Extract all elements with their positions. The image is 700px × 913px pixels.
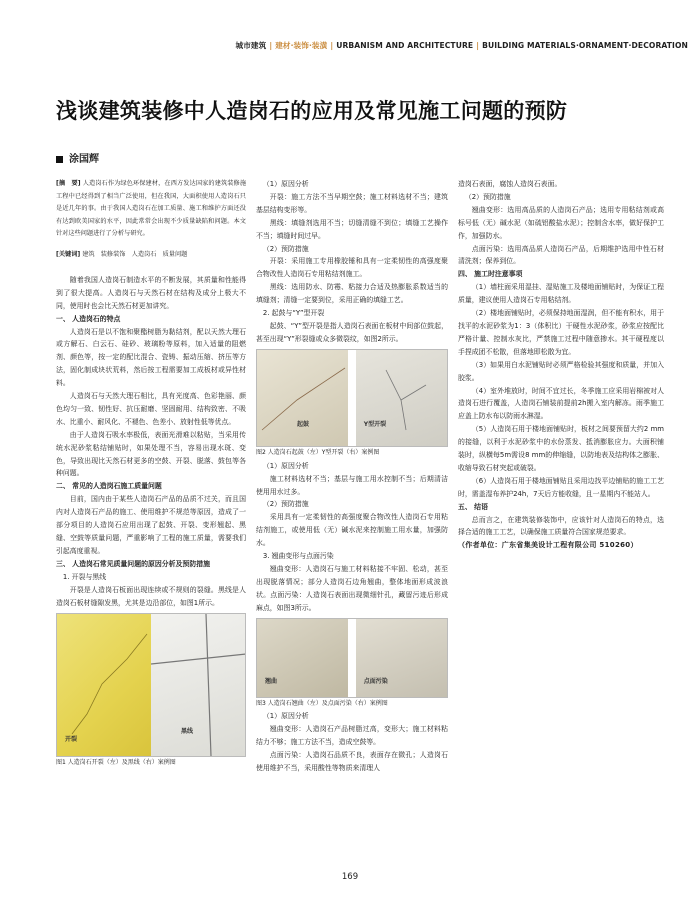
figure-3-left-photo — [257, 619, 348, 697]
figure-2-image — [256, 349, 448, 447]
figure-1-right-photo — [151, 614, 245, 756]
subsection-heading: （1）原因分析 — [262, 712, 309, 721]
dark-seam-icon — [151, 614, 246, 756]
section-heading: 四、 施工时注意事项 — [458, 270, 523, 279]
author-line — [56, 150, 99, 165]
figure-tag: 黑线 — [181, 727, 194, 735]
figure-tag: 起鼓 — [297, 420, 310, 428]
header-en-a: URBANISM AND ARCHITECTURE — [336, 41, 474, 50]
keywords-label: [关键词] — [56, 250, 81, 258]
section-heading: 三、 人造岗石常见质量问题的原因分析及预防措施 — [56, 559, 210, 568]
figure-tag: 翘曲 — [265, 677, 278, 685]
column-1 — [56, 178, 246, 770]
author-affiliation: （作者单位：广东省集美设计工程有限公司 510260） — [458, 541, 638, 550]
abstract-label: [摘 要] — [56, 180, 81, 187]
figure-1-left-photo — [57, 614, 151, 756]
paragraph: （1）墙柱面采用湿挂、湿贴施工及楼地面铺贴时，为保证工程质量，建议使用人造岗石专用粘结剂。 — [458, 283, 664, 305]
subsection-heading: （2）预防措施 — [262, 244, 309, 253]
subsection-heading: （1）原因分析 — [262, 461, 309, 470]
header-en-b: BUILDING MATERIALS·ORNAMENT·DECORATION — [482, 41, 688, 50]
paragraph: （5）人造岗石用于楼地面铺贴时，板材之间要预留大约2 mm的接缝，以利于水泥砂浆中的水份蒸发、抵消膨胀应力。大面积铺装时，纵横每5m需设8 mm的伸缩缝，以防地表及结构体之膨胀、收缩导致石材突起或破裂。 — [458, 425, 664, 472]
figure-tag: 点面污染 — [363, 677, 388, 685]
running-header: 城市建筑 | 建材·装饰·装潢 | URBANISM AND ARCHITECTURE | BUILDING MATERIALS·ORNAMENT·DECORATION — [235, 41, 688, 50]
page-number: 169 — [341, 872, 359, 882]
paragraph: 开裂：采用施工专用橡胶锤和具有一定柔韧性的高强度聚合物改性人造岗石专用粘结剂施工。 — [256, 257, 448, 279]
figure-3-image — [256, 618, 448, 698]
paragraph: 造岗石表面，腐蚀人造岗石表面。 — [458, 180, 562, 188]
figure-1-image — [56, 613, 246, 757]
paragraph: 黑线：填缝剂选用不当；切缝清缝不到位；填缝工艺操作不当；填缝时间过早。 — [256, 218, 448, 240]
paragraph: （2）楼地面铺贴时，必须保持地面湿润，但不能有积水，用于找平的水泥砂浆为1：3（体积比）干硬性水泥砂浆，砂浆应按配比严格计量、控制水灰比，严禁施工过程中随意掺水。其干硬程度以手捏成团不松散，但落地即松散为宜。 — [458, 309, 664, 356]
figure-caption: 图1 人造岗石开裂（左）及黑线（右）案例图 — [56, 759, 176, 767]
paragraph: 总而言之，在建筑装修装饰中，应该针对人造岗石的特点，选择合适的施工工艺，以确保施工质量符合国家规范要求。 — [458, 515, 664, 537]
keywords-text: 建筑 装修装饰 人造岗石 质量问题 — [82, 250, 188, 258]
figure-3-right-photo — [356, 619, 447, 697]
paragraph: 由于人造岗石吸水率极低，表面光滑难以粘贴，当采用传统水泥砂浆粘结铺贴时，如果处理不当，容易出现水斑、变色，导致出现比天然石材更多的空鼓、开裂、脱落、鼓包等各种问题。 — [56, 430, 246, 478]
section-heading: 二、 常见的人造岗石施工质量问题 — [56, 482, 162, 491]
paragraph: 点面污染：人造岗石品质不良，表面存在微孔；人造岗石使用维护不当，采用酸性等物质来清理人 — [256, 751, 448, 773]
paragraph: 开裂：施工方法不当早期空鼓；施工材料选材不当；建筑基层结构变形等。 — [256, 192, 448, 214]
section-heading: 一、 人造岗石的特点 — [56, 314, 121, 323]
abstract-text: 人造岗石作为绿色环保建材，在西方发达国家的建筑装修施工程中已经得到了相当广泛使用，但在我国，大面积使用人造岗石只是近几年的事。由于我国人造岗石在加工质量、施工和维护方面还没有达到欧美国家的水平，因此常常会出现不少质量缺陷和问题。本文针对这些问题进行了分析与研究。 — [56, 180, 247, 238]
subsection-heading: 3. 翘曲变形与点面污染 — [262, 552, 334, 561]
paragraph: 起鼓、“Y”型开裂是指人造岗石表面在板材中间部位鼓起，甚至出现“Y”形裂缝或众多微裂纹，如图2所示。 — [256, 321, 448, 343]
figure-tag: 开裂 — [65, 735, 78, 743]
figure-2-left-photo — [257, 350, 348, 446]
figure-caption: 图2 人造岗石起鼓（左）Y型开裂（右）案例图 — [256, 448, 380, 456]
paragraph: 随着我国人造岗石制造水平的不断发展，其质量和性能得到了很大提高。人造岗石与天然石材在结构及成分上极大不同，使用时也会比天然石材更加讲究。 — [56, 275, 246, 310]
paragraph: 点面污染：选用高品质人造岗石产品，后期维护选用中性石材清洗剂；保养到位。 — [458, 244, 664, 266]
figure-tag: Y型开裂 — [363, 420, 387, 428]
article-title: 浅谈建筑装修中人造岗石的应用及常见施工问题的预防 — [56, 99, 568, 123]
section-heading: 五、 结语 — [458, 502, 488, 511]
keywords — [56, 249, 246, 262]
paragraph: （6）人造岗石用于楼地面铺贴且采用边找平边铺贴的施工工艺时，需盖湿布养护24h，7天后方能收缝，且一星期内不能站人。 — [458, 476, 664, 498]
paragraph: （3）如果用白水泥铺贴时必须严格检验其强度和质量，并加入胶浆。 — [458, 360, 664, 382]
subsection-heading: （1）原因分析 — [262, 180, 309, 188]
header-cn-b: 建材·装饰·装潢 — [275, 41, 328, 50]
square-bullet-icon — [56, 156, 63, 163]
column-2 — [256, 178, 448, 775]
subsection-heading: 2. 起鼓与“Y”型开裂 — [262, 309, 325, 318]
paragraph: 翘曲变形：人造岗石产品树脂过高，变形大；施工材料粘结力不够；施工方法不当，造成空鼓等。 — [256, 725, 448, 747]
paragraph: 翘曲变形：人造岗石与施工材料粘接不牢固、松动，甚至出现脱落情况；部分人造岗石边角翘曲，整体地面形成波浪状。点面污染：人造岗石表面出现微细针孔，藏留污迹后形成麻点，如图3所示。 — [256, 564, 448, 612]
figure-2-right-photo — [356, 350, 447, 446]
header-cn-a: 城市建筑 — [235, 41, 267, 50]
paragraph: 目前，国内由于某些人造岗石产品的品质不过关，而且国内对人造岗石产品的施工、使用维护不规范等原因，造成了一部分项目的人造岗石应用出现了起鼓、开裂、变形翘起、黑缝、空鼓等质量问题，严重影响了工程的施工质量，需要我们引起高度重视。 — [56, 495, 246, 555]
abstract — [56, 178, 246, 241]
subsection-heading: 1. 开裂与黑线 — [62, 572, 107, 581]
subsection-heading: （2）预防措施 — [262, 500, 309, 509]
figure-caption: 图3 人造岗石翘曲（左）及点面污染（右）案例图 — [256, 699, 388, 707]
paragraph: 黑线：选用防水、防霉、粘接力合适及热膨胀系数适当的填缝剂；清缝一定要到位，采用正确的填缝工艺。 — [256, 283, 448, 305]
subsection-heading: （2）预防措施 — [464, 192, 511, 201]
paragraph: 采用具有一定柔韧性的高强度聚合物改性人造岗石专用粘结剂施工，或使用低（无）碱水泥来控制施工用水量，加强防水。 — [256, 513, 448, 548]
paragraph: 人造岗石与天然大理石相比，具有光度高、色彩艳丽、颜色均匀一致、韧性好、抗压耐磨、坚固耐用、结构致密、不吸水、比重小、耐风化、不褪色、色差小、放射性低等优点。 — [56, 392, 246, 426]
paragraph: 开裂是人造岗石板面出现连续或不规则的裂缝。黑线是人造岗石板材缝隙发黑，尤其是边沿部位，如图1所示。 — [56, 585, 246, 607]
column-3 — [458, 178, 664, 552]
paragraph: 施工材料选材不当；基层与施工用水控制不当；后期清洁使用用水过多。 — [256, 474, 448, 496]
paragraph: 人造岗石是以不饱和聚酯树脂为黏结剂，配以天然大理石或方解石、白云石、硅砂、玻璃粉等原料，加入适量的阻燃剂、颜色等，按一定的配比混合、瓷铸、振动压缩、挤压等方法，固化制成块状荒料，然后按工程需要加工成板材或异性材料。 — [56, 327, 246, 388]
paragraph: （4）室外堆放时，时间不宜过长，冬季施工应采用岩棉被对人造岗石进行覆盖，人造岗石铺装前提前2h搬入室内解冻。雨季施工应盖上防水布以防雨水淋湿。 — [458, 386, 664, 421]
paragraph: 翘曲变形：选用高品质的人造岗石产品；选用专用粘结剂或高标号低（无）碱水泥（如硫铝酸盐水泥）；控制含水率，做好保护工作，加强防水。 — [458, 205, 664, 240]
author-name: 涂国辉 — [69, 154, 99, 165]
